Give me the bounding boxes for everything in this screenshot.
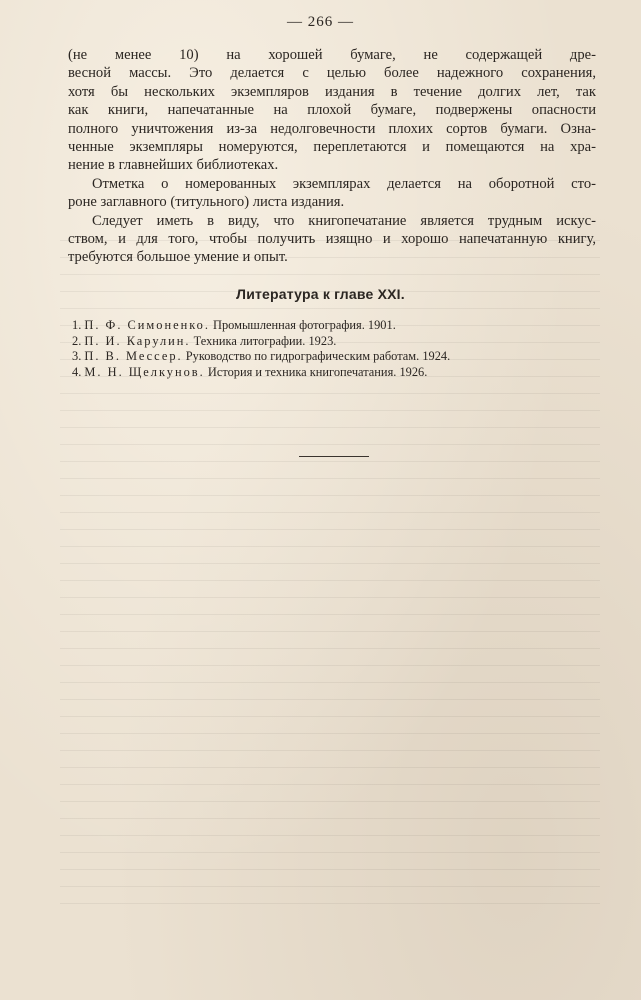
reference-author: П. В. Мессер. (84, 349, 183, 364)
reference-number: 4. (72, 364, 82, 379)
text-line: Отметка о номерованных экземплярах делается на оборотной сто- (92, 175, 596, 192)
text-line: роне заглавного (титульного) листа издания. (68, 194, 345, 211)
reference-author: М. Н. Щелкунов. (84, 364, 205, 379)
literature-heading: Литература к главе XXI. (236, 286, 405, 302)
text-line: нение в главнейших библиотеках. (68, 157, 279, 174)
text-line: Следует иметь в виду, что книгопечатание является трудным искус- (92, 212, 596, 229)
text-line: ченные экземпляры номеруются, переплетаются и помещаются на хра- (68, 139, 596, 156)
reference-number: 1. (72, 318, 82, 332)
reference-number: 3. (72, 349, 82, 364)
text-line: полного уничтожения из-за недолговечности плохих сортов бумаги. Озна- (68, 120, 596, 137)
reference-author: П. Ф. Симоненко. (84, 318, 210, 332)
reference-item (72, 318, 592, 334)
body-text (68, 46, 596, 267)
page-number: — 266 — (287, 14, 354, 30)
reference-author: П. И. Карулин. (84, 333, 191, 348)
reference-number: 2. (72, 333, 82, 348)
section-divider (299, 456, 369, 457)
text-line: ством, и для того, чтобы получить изящно и хорошо напечатанную книгу, (68, 231, 596, 248)
reference-item (72, 334, 592, 350)
reference-title: Промышленная фотография. 1901. (213, 318, 396, 332)
reference-title: Техника литографии. 1923. (193, 333, 337, 348)
reference-item (72, 365, 592, 381)
text-line: (не менее 10) на хорошей бумаге, не содержащей дре- (68, 47, 596, 63)
text-line: хотя бы нескольких экземпляров издания в течение долгих лет, так (68, 83, 596, 100)
reference-list (72, 318, 592, 380)
text-line: требуются большое умение и опыт. (68, 249, 288, 266)
text-line: весной массы. Это делается с целью более надежного сохранения, (68, 65, 596, 82)
text-line: как книги, напечатанные на плохой бумаге, подвержены опасности (68, 102, 596, 119)
reference-item (72, 349, 592, 365)
reference-title: Руководство по гидрографическим работам. 1924. (185, 349, 451, 364)
reference-title: История и техника книгопечатания. 1926. (207, 364, 428, 379)
